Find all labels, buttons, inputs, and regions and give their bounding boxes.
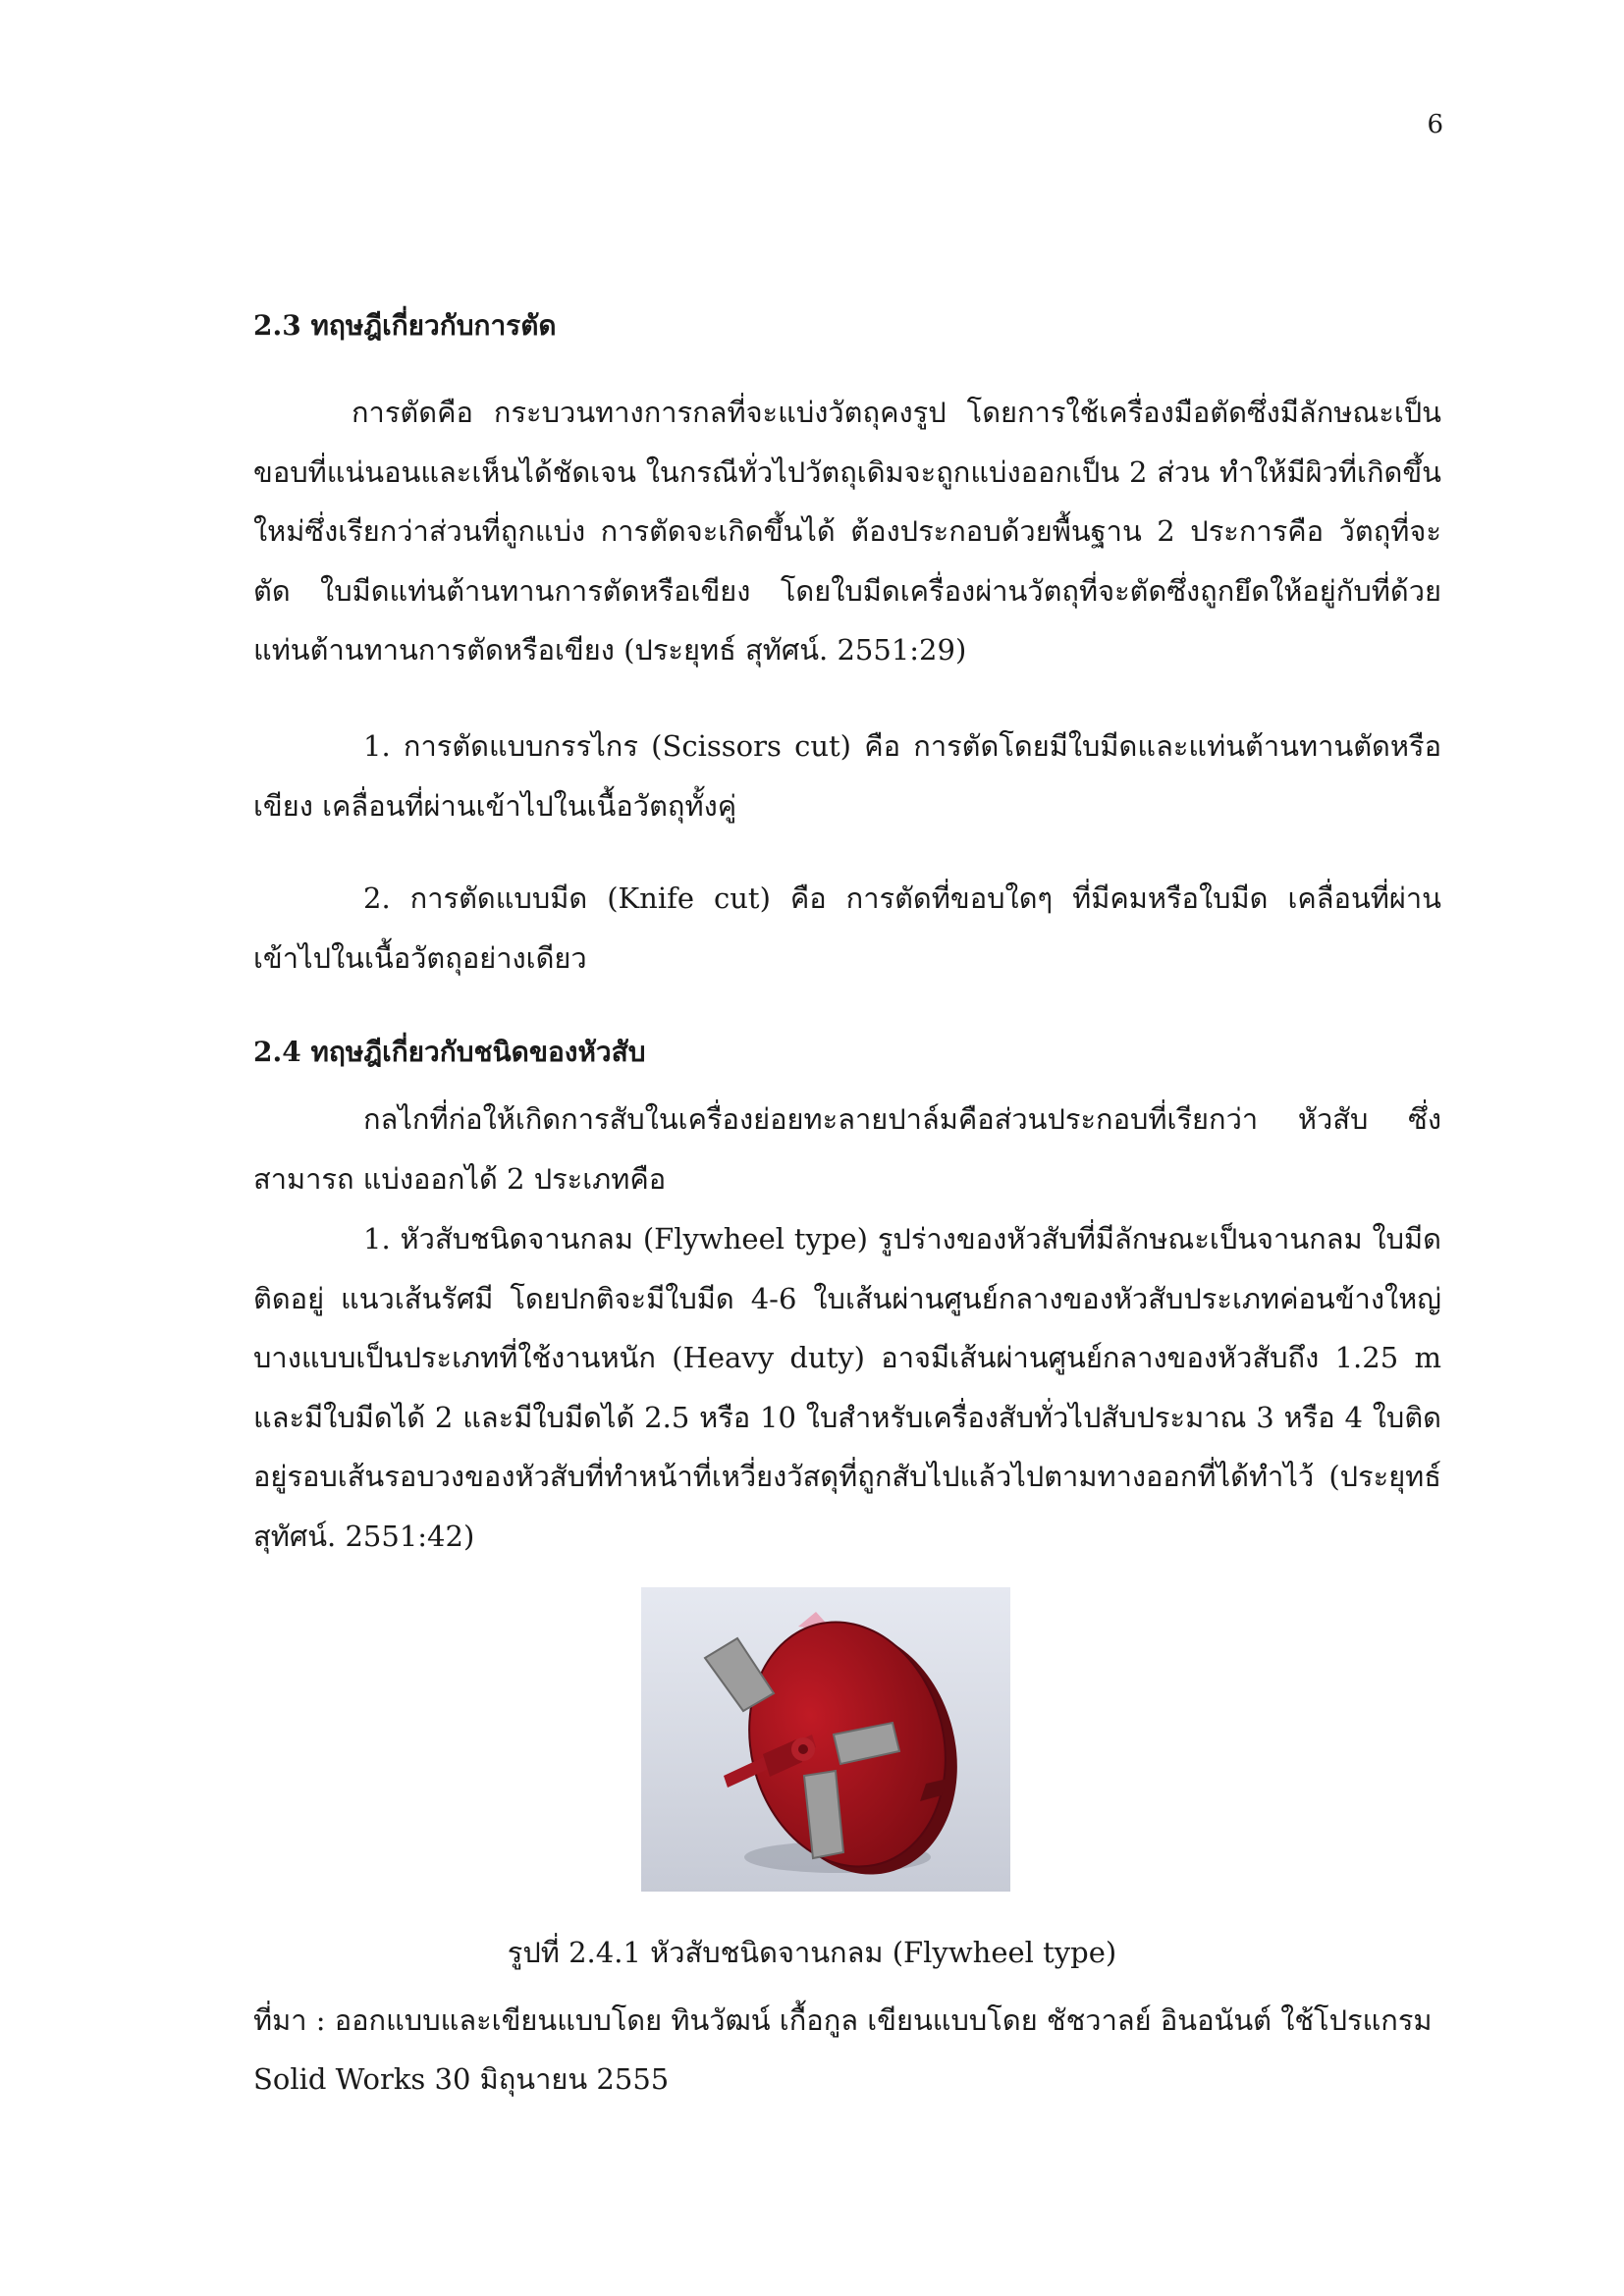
figure-caption: รูปที่ 2.4.1 หัวสับชนิดจานกลม (Flywheel type) [507, 1936, 1117, 1969]
cutting-type-knife: 2. การตัดแบบมีด (Knife cut) คือ การตัดที่ขอบใดๆ ที่มีคมหรือใบมีด เคลื่อนที่ผ่านเข้าไปในเนื้อวัตถุอย่างเดียว [253, 881, 1441, 975]
page-number: 6 [1427, 110, 1443, 139]
cutting-type-scissors: 1. การตัดแบบกรรไกร (Scissors cut) คือ การตัดโดยมีใบมีดและแท่นต้านทานตัดหรือเขียง เคลื่อนที่ผ่านเข้าไปในเนื้อวัตถุทั้งคู่ [253, 729, 1441, 823]
flywheel-chopper-image [641, 1587, 1010, 1892]
figure-source [253, 1991, 1441, 2109]
section-heading-2-4: 2.4 ทฤษฎีเกี่ยวกับชนิดของหัวสับ [253, 1036, 646, 1068]
section-2-3-paragraph: การตัดคือ กระบวนทางการกลที่จะแบ่งวัตถุคงรูป โดยการใช้เครื่องมือตัดซึ่งมีลักษณะเป็นขอบที่แน่นอนและเห็นได้ชัดเจน ในกรณีทั่วไปวัตถุเดิมจะถูกแบ่งออกเป็น 2 ส่วน ทำให้มีผิวที่เกิดขึ้นใหม่ซึ่งเรียกว่าส่วนที่ถูกแบ่ง การตัดจะเกิดขึ้นได้ ต้องประกอบด้วยพื้นฐาน 2 ประการคือ วัตถุที่จะตัด ใบมีดแท่นต้านทานการตัดหรือเขียง โดยใบมีดเครื่องผ่านวัตถุที่จะตัดซึ่งถูกยึดให้อยู่กับที่ด้วยแท่นต้านทานการตัดหรือเขียง (ประยุทธ์ สุทัศน์. 2551:29) [253, 396, 1441, 667]
section-2-4-intro: กลไกที่ก่อให้เกิดการสับในเครื่องย่อยทะลายปาล์มคือส่วนประกอบที่เรียกว่า หัวสับ ซึ่งสามารถ แบ่งออกได้ 2 ประเภทคือ [253, 1102, 1441, 1196]
section-heading-2-3: 2.3 ทฤษฎีเกี่ยวกับการตัด [253, 309, 557, 342]
figure-source-line-2: Solid Works 30 มิถุนายน 2555 [253, 2062, 670, 2096]
chopper-type-flywheel: 1. หัวสับชนิดจานกลม (Flywheel type) รูปร่างของหัวสับที่มีลักษณะเป็นจานกลม ใบมีดติดอยู่ แนวเส้นรัศมี โดยปกติจะมีใบมีด 4-6 ใบเส้นผ่านศูนย์กลางของหัวสับประเภทค่อนข้างใหญ่ บางแบบเป็นประเภทที่ใช้งานหนัก (Heavy duty) อาจมีเส้นผ่านศูนย์กลางของหัวสับถึง 1.25 m และมีใบมีดได้ 2 และมีใบมีดได้ 2.5 หรือ 10 ใบสำหรับเครื่องสับทั่วไปสับประมาณ 3 หรือ 4 ใบติดอยู่รอบเส้นรอบวงของหัวสับที่ทำหน้าที่เหวี่ยงวัสดุที่ถูกสับไปแล้วไปตามทางออกที่ได้ทำไว้ (ประยุทธ์ สุทัศน์. 2551:42) [253, 1222, 1441, 1553]
figure-source-line-1: ที่มา : ออกแบบและเขียนแบบโดย ทินวัฒน์ เกื้อกูล เขียนแบบโดย ชัชวาลย์ อินอนันต์ ใช้โปรแกรม [253, 2003, 1433, 2037]
